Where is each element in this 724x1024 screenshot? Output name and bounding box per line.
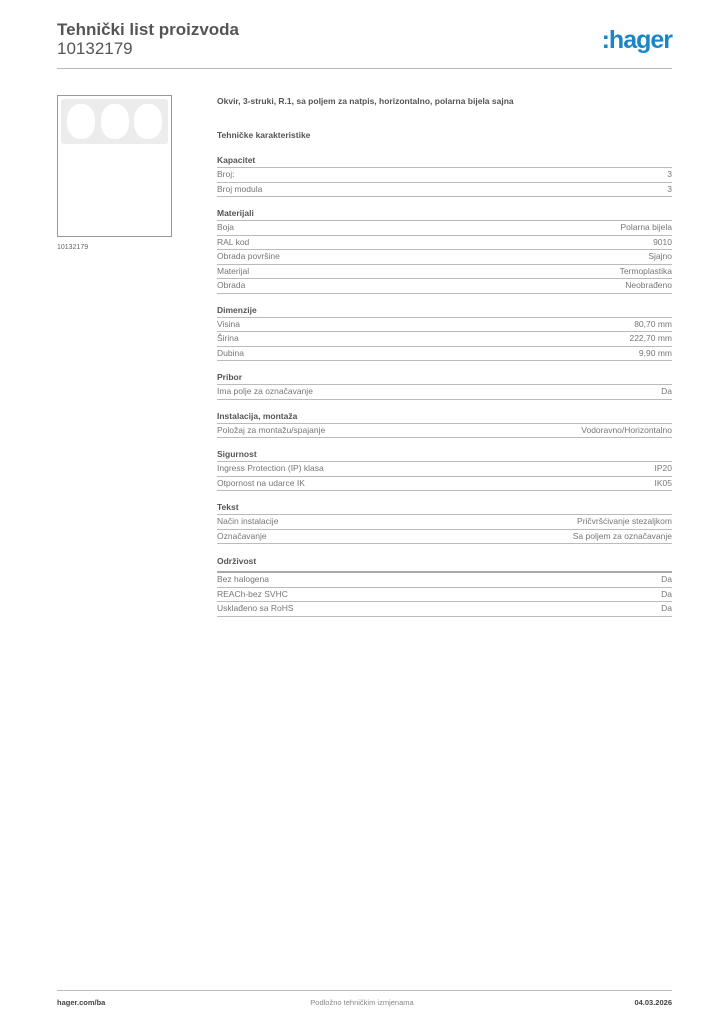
spec-value: Pričvršćivanje stezaljkom bbox=[577, 516, 672, 526]
spec-value: 9010 bbox=[653, 236, 672, 247]
spec-row bbox=[217, 250, 672, 265]
spec-value: 80,70 mm bbox=[634, 318, 672, 329]
spec-label: Položaj za montažu/spajanje bbox=[217, 424, 326, 435]
spec-section bbox=[217, 371, 672, 400]
footer-site: hager.com/ba bbox=[57, 998, 106, 1007]
footer-date: 04.03.2026 bbox=[634, 998, 672, 1007]
spec-label: Način instalacije bbox=[217, 516, 279, 526]
section-heading: Instalacija, montaža bbox=[217, 410, 672, 424]
section-heading: Održivost bbox=[217, 554, 672, 573]
spec-row bbox=[217, 424, 672, 439]
spec-label: Otpornost na udarce IK bbox=[217, 477, 305, 488]
spec-label: Označavanje bbox=[217, 530, 267, 541]
spec-label: Ima polje za označavanje bbox=[217, 386, 313, 396]
product-description: Okvir, 3-struki, R.1, sa poljem za natpis, horizontalno, polarna bijela sajna bbox=[217, 96, 514, 106]
spec-label: Dubina bbox=[217, 347, 244, 358]
spec-value: Neobrađeno bbox=[625, 280, 672, 290]
section-heading: Kapacitet bbox=[217, 154, 672, 168]
spec-label: Bez halogena bbox=[217, 574, 269, 584]
spec-label: Broj modula bbox=[217, 183, 263, 194]
spec-value: Da bbox=[661, 603, 672, 613]
product-code: 10132179 bbox=[57, 39, 133, 58]
spec-row bbox=[217, 221, 672, 236]
spec-label: Broj: bbox=[217, 169, 235, 179]
spec-row bbox=[217, 385, 672, 400]
spec-value: Da bbox=[661, 574, 672, 584]
section-heading: Dimenzije bbox=[217, 304, 672, 318]
spec-row bbox=[217, 477, 672, 492]
spec-section bbox=[217, 448, 672, 491]
spec-row bbox=[217, 332, 672, 347]
spec-value: 3 bbox=[667, 169, 672, 179]
section-heading: Materijali bbox=[217, 207, 672, 221]
product-image bbox=[57, 95, 172, 237]
section-heading: Tekst bbox=[217, 501, 672, 515]
spec-section bbox=[217, 154, 672, 197]
spec-section bbox=[217, 410, 672, 439]
spec-label: Obrada bbox=[217, 280, 246, 290]
spec-value: Sa poljem za označavanje bbox=[572, 530, 672, 541]
spec-value: Sjajno bbox=[648, 251, 672, 261]
spec-label: Usklađeno sa RoHS bbox=[217, 603, 294, 613]
spec-row bbox=[217, 588, 672, 603]
spec-row bbox=[217, 515, 672, 530]
spec-row bbox=[217, 279, 672, 294]
section-heading: Pribor bbox=[217, 371, 672, 385]
spec-label: Visina bbox=[217, 318, 240, 329]
frame-picture bbox=[61, 99, 168, 144]
spec-section bbox=[217, 207, 672, 294]
spec-row bbox=[217, 602, 672, 617]
spec-row bbox=[217, 265, 672, 280]
spec-value: 9,90 mm bbox=[638, 347, 672, 358]
spec-label: RAL kod bbox=[217, 236, 250, 247]
spec-content bbox=[217, 96, 672, 627]
spec-value: Da bbox=[661, 588, 672, 599]
spec-value: 222,70 mm bbox=[629, 333, 672, 343]
spec-label: REACh-bez SVHC bbox=[217, 588, 288, 599]
spec-row bbox=[217, 462, 672, 477]
spec-value: IP20 bbox=[654, 463, 672, 473]
page-title: Tehnički list proizvoda bbox=[57, 20, 239, 39]
spec-value: 3 bbox=[667, 183, 672, 194]
spec-row bbox=[217, 236, 672, 251]
spec-label: Širina bbox=[217, 333, 239, 343]
spec-value: Da bbox=[661, 386, 672, 396]
spec-section-title: Tehničke karakteristike bbox=[217, 130, 311, 140]
spec-value: Polarna bijela bbox=[620, 222, 672, 232]
spec-label: Ingress Protection (IP) klasa bbox=[217, 463, 324, 473]
spec-label: Obrada površine bbox=[217, 251, 280, 261]
spec-value: IK05 bbox=[654, 477, 672, 488]
header-divider bbox=[57, 68, 672, 69]
hager-logo: :hager bbox=[601, 26, 672, 54]
spec-row bbox=[217, 168, 672, 183]
spec-value: Vodoravno/Horizontalno bbox=[581, 424, 672, 435]
spec-value: Termoplastika bbox=[619, 265, 672, 276]
spec-row bbox=[217, 347, 672, 362]
spec-row bbox=[217, 573, 672, 588]
spec-label: Materijal bbox=[217, 265, 250, 276]
footer-note: Podložno tehničkim izmjenama bbox=[310, 998, 414, 1007]
spec-section bbox=[217, 554, 672, 617]
spec-section bbox=[217, 501, 672, 544]
spec-label: Boja bbox=[217, 222, 235, 232]
spec-row bbox=[217, 183, 672, 198]
spec-row bbox=[217, 530, 672, 545]
footer-divider bbox=[57, 990, 672, 991]
spec-row bbox=[217, 318, 672, 333]
section-heading: Sigurnost bbox=[217, 448, 672, 462]
spec-section bbox=[217, 304, 672, 362]
image-code: 10132179 bbox=[57, 244, 89, 251]
